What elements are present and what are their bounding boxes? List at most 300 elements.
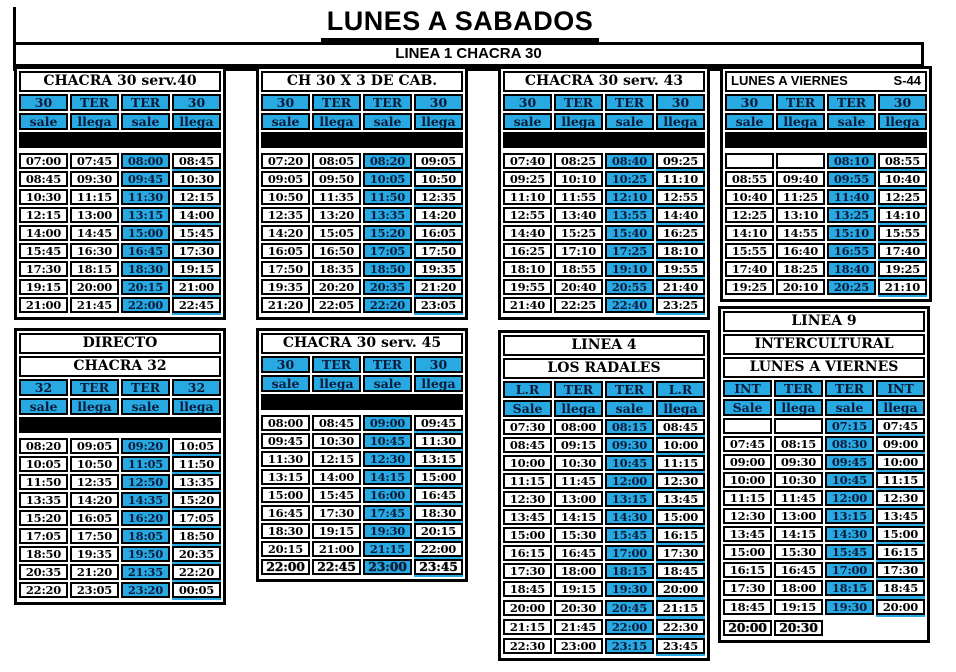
column-header-cell: 30 (656, 94, 705, 111)
timetable-row (19, 546, 221, 562)
timetable-row (725, 279, 927, 295)
time-cell: 15:00 (656, 509, 705, 525)
timetable-row (723, 490, 925, 506)
time-cell: 15:10 (827, 225, 876, 241)
time-cell: 18:45 (876, 580, 925, 596)
subheader-cell: sale (363, 113, 412, 130)
time-cell: 08:00 (554, 419, 603, 435)
time-cell: 14:35 (121, 492, 170, 508)
time-cell: 08:00 (121, 153, 170, 169)
timetable-row (19, 456, 221, 472)
timetable-row (261, 153, 463, 169)
time-cell: 08:45 (19, 171, 68, 187)
timetable-row (19, 297, 221, 313)
timetable-row (19, 528, 221, 544)
subheader-cell: sale (19, 398, 68, 415)
time-cell: 07:45 (723, 436, 772, 452)
timetable-row (725, 243, 927, 259)
time-cell: 13:25 (827, 207, 876, 223)
time-cell: 11:10 (656, 171, 705, 187)
timetable-row (19, 261, 221, 277)
table-title: LOS RADALES (503, 358, 705, 379)
time-cell: 22:00 (121, 297, 170, 313)
time-cell: 09:15 (554, 437, 603, 453)
time-cell: 12:25 (725, 207, 774, 223)
timetable-row (19, 492, 221, 508)
time-cell: 15:45 (19, 243, 68, 259)
time-cell: 12:15 (172, 189, 221, 205)
time-cell: 21:15 (656, 600, 705, 616)
subheader-cell: sale (363, 375, 412, 392)
timetable-linea-4-los-radales (498, 330, 710, 661)
time-cell: 11:45 (554, 473, 603, 489)
time-cell: 14:00 (172, 207, 221, 223)
time-cell: 13:00 (774, 508, 823, 524)
time-cell: 10:05 (363, 171, 412, 187)
subheader-cell: sale (121, 398, 170, 415)
header-row (725, 113, 927, 130)
time-cell: 18:15 (605, 563, 654, 579)
time-cell: 12:35 (261, 207, 310, 223)
time-cell: 08:10 (827, 153, 876, 169)
time-cell: 14:00 (312, 469, 361, 485)
time-cell: 10:40 (725, 189, 774, 205)
time-cell: 21:35 (121, 564, 170, 580)
time-cell: 12:15 (19, 207, 68, 223)
time-cell: 11:15 (876, 472, 925, 488)
time-cell: 11:35 (312, 189, 361, 205)
timetable-row (261, 559, 463, 575)
time-cell: 10:45 (605, 455, 654, 471)
time-cell: 15:55 (878, 225, 927, 241)
time-cell: 10:45 (363, 433, 412, 449)
time-cell: 21:00 (312, 541, 361, 557)
time-cell: 20:15 (121, 279, 170, 295)
time-cell: 16:45 (554, 545, 603, 561)
column-header-cell: TER (121, 94, 170, 111)
column-header-cell: TER (70, 94, 119, 111)
time-cell: 22:30 (503, 638, 552, 654)
time-cell: 08:45 (656, 419, 705, 435)
timetable-row (261, 189, 463, 205)
time-cell: 14:40 (503, 225, 552, 241)
time-cell: 21:15 (503, 619, 552, 635)
time-cell: 11:15 (656, 455, 705, 471)
subheader-cell: sale (121, 113, 170, 130)
column-header-cell: 30 (19, 94, 68, 111)
time-cell: 09:45 (825, 454, 874, 470)
column-header-cell: 32 (172, 379, 221, 396)
time-cell: 16:05 (414, 225, 463, 241)
timetable-row (503, 455, 705, 471)
time-cell: 17:30 (312, 505, 361, 521)
time-cell: 16:45 (774, 562, 823, 578)
table-title: DIRECTO (19, 333, 221, 354)
timetable-row (19, 189, 221, 205)
time-cell: 13:15 (605, 491, 654, 507)
time-cell: 10:50 (70, 456, 119, 472)
time-cell: 16:15 (656, 527, 705, 543)
time-cell: 18:50 (19, 546, 68, 562)
time-cell: 22:20 (363, 297, 412, 313)
time-cell: 11:05 (121, 456, 170, 472)
time-cell: 10:50 (414, 171, 463, 187)
time-cell: 20:00 (70, 279, 119, 295)
subheader-cell: sale (725, 113, 774, 130)
timetable-row (725, 171, 927, 187)
time-cell: 13:00 (70, 207, 119, 223)
time-cell: 23:45 (656, 638, 705, 654)
time-cell: 08:30 (825, 436, 874, 452)
time-cell: 22:20 (19, 582, 68, 598)
column-header-cell: TER (363, 356, 412, 373)
timetable-row (723, 620, 925, 636)
time-cell: 21:45 (554, 619, 603, 635)
subheader-cell: llega (312, 113, 361, 130)
subheader-cell: Sale (503, 400, 552, 417)
timetable-row (723, 580, 925, 596)
rows-area (503, 153, 705, 315)
timetable-row (723, 599, 925, 615)
rows-area (19, 153, 221, 315)
time-cell: 07:45 (70, 153, 119, 169)
time-cell: 11:15 (723, 490, 772, 506)
time-cell: 19:15 (774, 599, 823, 615)
separator-bar (503, 132, 705, 148)
time-cell: 12:00 (605, 473, 654, 489)
time-cell: 15:20 (363, 225, 412, 241)
time-cell: 21:45 (70, 297, 119, 313)
time-cell: 23:15 (605, 638, 654, 654)
time-cell: 13:00 (554, 491, 603, 507)
table-title: CHACRA 30 serv. 45 (261, 333, 463, 354)
time-cell: 15:00 (876, 526, 925, 542)
subheader-cell: llega (172, 398, 221, 415)
time-cell: 18:10 (503, 261, 552, 277)
subheader-cell: sale (605, 400, 654, 417)
time-cell: 14:30 (605, 509, 654, 525)
header-row (261, 356, 463, 373)
time-cell: 15:45 (605, 527, 654, 543)
time-cell: 18:30 (261, 523, 310, 539)
time-cell: 18:45 (656, 563, 705, 579)
time-cell: 23:05 (414, 297, 463, 313)
column-header-cell: TER (774, 380, 823, 397)
time-cell: 12:35 (70, 474, 119, 490)
time-cell: 11:50 (172, 456, 221, 472)
rows-area (723, 418, 925, 617)
timetable-row (503, 473, 705, 489)
column-header-cell: TER (605, 94, 654, 111)
time-cell: 18:30 (121, 261, 170, 277)
time-cell: 08:15 (605, 419, 654, 435)
time-cell: 09:30 (605, 437, 654, 453)
table-title (725, 71, 927, 92)
time-cell: 19:35 (261, 279, 310, 295)
time-cell: 17:45 (363, 505, 412, 521)
timetable-row (503, 279, 705, 295)
time-cell: 13:20 (312, 207, 361, 223)
empty-cell (776, 153, 825, 169)
time-cell: 15:00 (261, 487, 310, 503)
timetable-s-44-lunes-a-viernes (720, 66, 932, 302)
timetable-row (19, 225, 221, 241)
timetable-row (261, 279, 463, 295)
time-cell: 10:00 (656, 437, 705, 453)
header-row (723, 399, 925, 416)
column-header-cell: 32 (19, 379, 68, 396)
time-cell: 11:50 (19, 474, 68, 490)
timetable-row (503, 491, 705, 507)
subheader-cell: llega (776, 113, 825, 130)
timetable-row (19, 171, 221, 187)
time-cell: 12:55 (503, 207, 552, 223)
timetable-row (503, 563, 705, 579)
time-cell: 16:05 (261, 243, 310, 259)
time-cell: 17:30 (172, 243, 221, 259)
line-banner: LINEA 1 CHACRA 30 (13, 42, 924, 71)
time-cell: 15:55 (725, 243, 774, 259)
time-cell: 18:45 (723, 599, 772, 615)
time-cell: 09:25 (656, 153, 705, 169)
timetable-row (19, 243, 221, 259)
subheader-cell: sale (261, 375, 310, 392)
subheader-cell: sale (503, 113, 552, 130)
time-cell: 20:00 (723, 620, 772, 636)
time-cell: 11:10 (503, 189, 552, 205)
column-header-cell: 30 (725, 94, 774, 111)
timetable-row (19, 279, 221, 295)
time-cell: 15:25 (554, 225, 603, 241)
table-title: LUNES A VIERNES (723, 357, 925, 378)
time-cell: 10:05 (172, 438, 221, 454)
time-cell: 15:20 (19, 510, 68, 526)
timetable-row (723, 562, 925, 578)
timetable-row (19, 564, 221, 580)
header-row (261, 113, 463, 130)
column-header-cell: 30 (261, 356, 310, 373)
time-cell: 09:00 (876, 436, 925, 452)
time-cell: 14:15 (554, 509, 603, 525)
time-cell: 14:20 (414, 207, 463, 223)
time-cell: 14:30 (825, 526, 874, 542)
rows-area (725, 153, 927, 297)
table-title: INTERCULTURAL (723, 334, 925, 355)
time-cell: 09:30 (774, 454, 823, 470)
timetable-row (261, 523, 463, 539)
time-cell: 10:05 (19, 456, 68, 472)
time-cell: 09:05 (70, 438, 119, 454)
time-cell: 21:10 (878, 279, 927, 295)
timetable-chacra-30-serv-45 (256, 328, 468, 582)
time-cell: 12:30 (723, 508, 772, 524)
time-cell: 19:25 (878, 261, 927, 277)
separator-bar (261, 132, 463, 148)
time-cell: 18:25 (776, 261, 825, 277)
time-cell: 17:10 (554, 243, 603, 259)
time-cell: 18:50 (363, 261, 412, 277)
time-cell: 13:40 (554, 207, 603, 223)
subheader-cell: llega (172, 113, 221, 130)
timetable-row (725, 261, 927, 277)
timetable-row (503, 243, 705, 259)
table-title-text: LUNES A VIERNES (731, 73, 848, 88)
subheader-cell: sale (825, 399, 874, 416)
time-cell: 16:40 (776, 243, 825, 259)
time-cell: 17:25 (605, 243, 654, 259)
column-header-cell: 30 (414, 94, 463, 111)
time-cell: 19:50 (121, 546, 170, 562)
time-cell: 13:35 (19, 492, 68, 508)
time-cell: 00:05 (172, 582, 221, 598)
time-cell: 15:00 (121, 225, 170, 241)
timetable-chacra-30-serv-40 (14, 66, 226, 320)
time-cell: 18:40 (827, 261, 876, 277)
time-cell: 15:45 (825, 544, 874, 560)
empty-cell (725, 153, 774, 169)
time-cell: 09:45 (261, 433, 310, 449)
time-cell: 10:00 (876, 454, 925, 470)
time-cell: 07:40 (503, 153, 552, 169)
time-cell: 19:30 (825, 599, 874, 615)
subheader-cell: llega (554, 113, 603, 130)
timetable-row (261, 171, 463, 187)
time-cell: 07:30 (503, 419, 552, 435)
rows-area (261, 415, 463, 577)
time-cell: 20:55 (605, 279, 654, 295)
time-cell: 16:15 (876, 544, 925, 560)
time-cell: 12:30 (363, 451, 412, 467)
time-cell: 07:20 (261, 153, 310, 169)
time-cell: 19:30 (363, 523, 412, 539)
time-cell: 16:20 (121, 510, 170, 526)
time-cell: 15:00 (414, 469, 463, 485)
timetable-row (503, 545, 705, 561)
header-row (503, 400, 705, 417)
time-cell: 09:40 (776, 171, 825, 187)
time-cell: 14:20 (261, 225, 310, 241)
timetable-row (723, 436, 925, 452)
subheader-cell: sale (827, 113, 876, 130)
time-cell: 15:45 (312, 487, 361, 503)
timetable-row (19, 474, 221, 490)
time-cell: 18:15 (825, 580, 874, 596)
column-header-cell: TER (312, 356, 361, 373)
time-cell: 13:45 (503, 509, 552, 525)
column-header-cell: TER (70, 379, 119, 396)
time-cell: 08:40 (605, 153, 654, 169)
timetable-row (503, 509, 705, 525)
time-cell: 17:50 (261, 261, 310, 277)
timetable-row (261, 451, 463, 467)
timetable-row (503, 581, 705, 597)
table-title: CHACRA 30 serv. 43 (503, 71, 705, 92)
time-cell: 20:15 (261, 541, 310, 557)
timetable-row (261, 541, 463, 557)
column-header-cell: TER (554, 381, 603, 398)
time-cell: 13:55 (605, 207, 654, 223)
subheader-cell: llega (70, 113, 119, 130)
time-cell: 10:45 (825, 472, 874, 488)
time-cell: 08:55 (878, 153, 927, 169)
time-cell: 22:00 (605, 619, 654, 635)
time-cell: 09:30 (70, 171, 119, 187)
time-cell: 18:05 (121, 528, 170, 544)
time-cell: 10:30 (774, 472, 823, 488)
time-cell: 19:35 (70, 546, 119, 562)
header-row (261, 375, 463, 392)
time-cell: 14:45 (70, 225, 119, 241)
rows-area (503, 419, 705, 656)
time-cell: 20:15 (414, 523, 463, 539)
time-cell: 15:30 (774, 544, 823, 560)
timetable-row (503, 207, 705, 223)
timetable-row (725, 189, 927, 205)
time-cell: 22:00 (414, 541, 463, 557)
timetable-row (19, 582, 221, 598)
time-cell: 20:35 (172, 546, 221, 562)
time-cell: 10:25 (605, 171, 654, 187)
time-cell: 20:00 (503, 600, 552, 616)
header-row (725, 94, 927, 111)
time-cell: 12:30 (503, 491, 552, 507)
time-cell: 13:35 (363, 207, 412, 223)
time-cell: 11:55 (554, 189, 603, 205)
time-cell: 17:05 (19, 528, 68, 544)
time-cell: 14:15 (774, 526, 823, 542)
table-title: CH 30 X 3 DE CAB. (261, 71, 463, 92)
time-cell: 23:00 (554, 638, 603, 654)
separator-bar (725, 132, 927, 148)
timetable-row (503, 171, 705, 187)
timetable-row (503, 600, 705, 616)
column-header-cell: INT (876, 380, 925, 397)
timetable-row (725, 225, 927, 241)
time-cell: 19:55 (656, 261, 705, 277)
time-cell: 08:45 (172, 153, 221, 169)
page-title: LUNES A SABADOS (321, 6, 600, 42)
header-row (19, 379, 221, 396)
time-cell: 15:45 (172, 225, 221, 241)
time-cell: 15:20 (172, 492, 221, 508)
time-cell: 19:10 (605, 261, 654, 277)
time-cell: 17:50 (70, 528, 119, 544)
time-cell: 10:50 (261, 189, 310, 205)
time-cell: 22:05 (312, 297, 361, 313)
timetable-row (19, 153, 221, 169)
time-cell: 19:25 (725, 279, 774, 295)
time-cell: 19:15 (312, 523, 361, 539)
time-cell: 17:30 (503, 563, 552, 579)
timetable-row (503, 297, 705, 313)
subheader-cell: llega (656, 400, 705, 417)
time-cell: 15:00 (503, 527, 552, 543)
time-cell: 19:55 (503, 279, 552, 295)
time-cell: 20:40 (554, 279, 603, 295)
subheader-cell: llega (878, 113, 927, 130)
time-cell: 12:55 (656, 189, 705, 205)
time-cell: 17:05 (172, 510, 221, 526)
left-border-line (13, 7, 16, 45)
time-cell: 08:15 (774, 436, 823, 452)
time-cell: 18:45 (503, 581, 552, 597)
time-cell: 10:00 (503, 455, 552, 471)
timetable-row (19, 438, 221, 454)
time-cell: 09:55 (827, 171, 876, 187)
time-cell: 20:20 (312, 279, 361, 295)
time-cell: 12:00 (825, 490, 874, 506)
timetable-row (503, 619, 705, 635)
